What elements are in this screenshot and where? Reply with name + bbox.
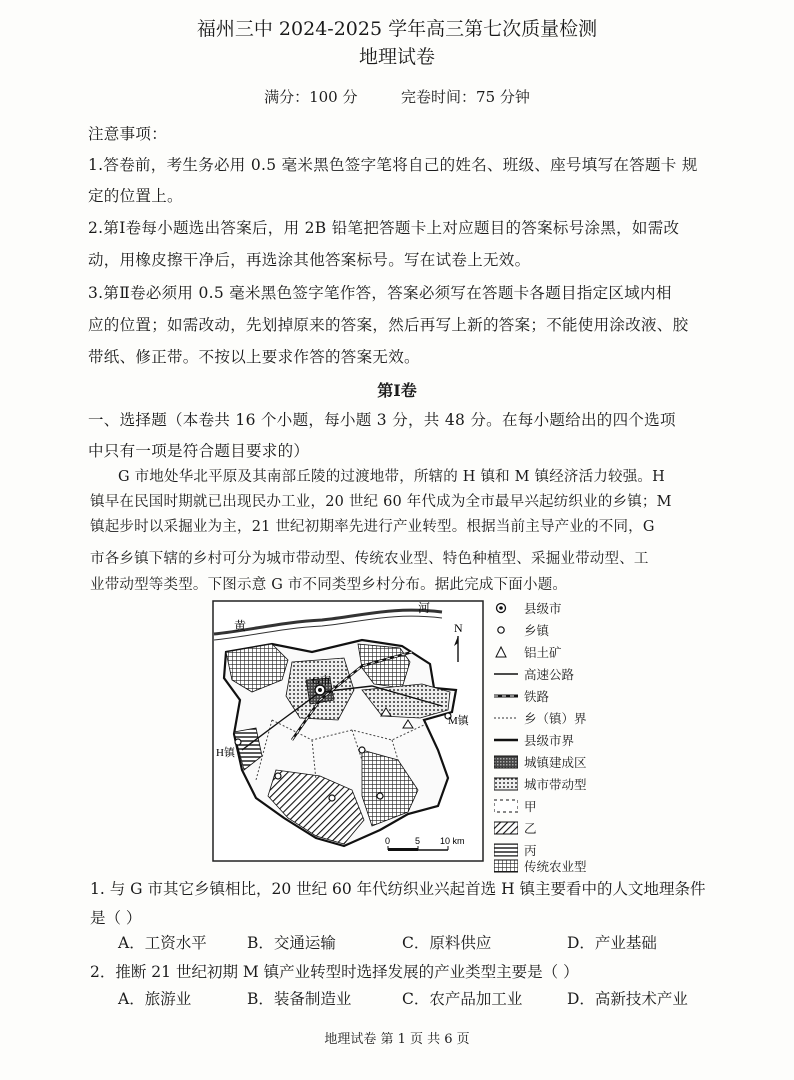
legend-label: 甲 bbox=[524, 799, 537, 814]
passage-line: 业带动型等类型。下图示意 G 市不同类型乡村分布。据此完成下面小题。 bbox=[90, 577, 568, 593]
legend-item bbox=[494, 619, 549, 641]
passage-line: 镇早在民国时期就已出现民办工业，20 世纪 60 年代成为全市最早兴起纺织业的乡镇；M bbox=[90, 494, 672, 510]
score-time-line bbox=[0, 86, 794, 107]
legend-label: 城镇建成区 bbox=[524, 755, 587, 770]
village-type-map bbox=[212, 600, 484, 862]
note-line: 动，用橡皮擦干净后，再选涂其他答案标号。写在试卷上无效。 bbox=[88, 251, 531, 269]
note-line: 1.答卷前，考生务必用 0.5 毫米黑色签字笔将自己的姓名、班级、座号填写在答题卡 规 bbox=[88, 156, 698, 174]
legend-item bbox=[494, 855, 587, 877]
legend-item bbox=[494, 685, 549, 707]
scale-label: 10 km bbox=[440, 836, 465, 846]
type-b-icon bbox=[494, 821, 518, 835]
legend-item bbox=[494, 795, 537, 817]
traditional-icon bbox=[494, 859, 518, 873]
note-line: 带纸、修正带。不按以上要求作答的答案无效。 bbox=[88, 348, 420, 366]
passage-line: G 市地处华北平原及其南部丘陵的过渡地带，所辖的 H 镇和 M 镇经济活力较强。H bbox=[118, 469, 665, 485]
river-label: 黄 bbox=[234, 619, 247, 633]
q2-option-c[interactable]: C．农产品加工业 bbox=[402, 990, 523, 1008]
q2-option-a[interactable]: A．旅游业 bbox=[118, 990, 192, 1008]
legend-label: 乡（镇）界 bbox=[524, 711, 587, 726]
notes-heading: 注意事项： bbox=[88, 125, 168, 143]
legend-label: 乡镇 bbox=[524, 623, 550, 638]
type-a-icon bbox=[494, 799, 518, 813]
full-score: 满分：100 分 bbox=[264, 88, 358, 106]
q1-option-d[interactable]: D．产业基础 bbox=[567, 934, 657, 952]
town-border-icon bbox=[494, 711, 518, 725]
north-arrow-label: N bbox=[454, 621, 463, 635]
passage-line: 镇起步时以采掘业为主，21 世纪初期率先进行产业转型。根据当前主导产业的不同，G bbox=[90, 519, 655, 535]
legend-item bbox=[494, 817, 537, 839]
town-circle-icon bbox=[494, 623, 518, 637]
town-h-marker bbox=[235, 739, 241, 745]
town-marker bbox=[275, 773, 281, 779]
legend-item bbox=[494, 729, 574, 751]
legend-label: 铁路 bbox=[524, 689, 550, 704]
legend-item bbox=[494, 773, 587, 795]
exam-subject: 地理试卷 bbox=[358, 46, 435, 68]
legend-label: 高速公路 bbox=[524, 667, 575, 682]
city-border-icon bbox=[494, 733, 518, 747]
q2-option-b[interactable]: B．装备制造业 bbox=[247, 990, 352, 1008]
note-line: 3.第Ⅱ卷必须用 0.5 毫米黑色签字笔作答，答案必须写在答题卡各题目指定区域内相 bbox=[88, 284, 672, 302]
legend-label: 乙 bbox=[524, 821, 537, 836]
legend-label: 铝土矿 bbox=[524, 645, 562, 660]
town-h-label: H镇 bbox=[216, 747, 235, 759]
town-m-label: M镇 bbox=[448, 715, 469, 727]
scale-label: 5 bbox=[415, 836, 421, 846]
city-dot-icon bbox=[494, 601, 518, 615]
part-instruction-line: 中只有一项是符合题目要求的） bbox=[88, 442, 310, 460]
urban-driven-icon bbox=[494, 777, 518, 791]
exam-title: 福州三中 2024-2025 学年高三第七次质量检测 bbox=[196, 18, 598, 40]
highway-icon bbox=[494, 667, 518, 681]
town-marker bbox=[329, 795, 335, 801]
legend-item bbox=[494, 707, 587, 729]
part-instruction-line: 一、选择题（本卷共 16 个小题，每小题 3 分，共 48 分。在每小题给出的四个选项 bbox=[88, 411, 676, 429]
town-marker bbox=[377, 793, 383, 799]
exam-duration: 完卷时间：75 分钟 bbox=[401, 88, 530, 106]
legend-label: 城市带动型 bbox=[524, 777, 587, 792]
legend-item bbox=[494, 663, 574, 685]
city-label: G市 bbox=[312, 675, 331, 687]
part-instructions bbox=[88, 408, 676, 430]
question-1-stem: 1. 与 G 市其它乡镇相比，20 世纪 60 年代纺织业兴起首选 H 镇主要看中的人文地理条件 bbox=[90, 880, 706, 898]
railway-icon bbox=[494, 689, 518, 703]
note-line: 应的位置；如需改动，先划掉原来的答案，然后再写上新的答案；不能使用涂改液、胶 bbox=[88, 316, 689, 334]
q1-option-a[interactable]: A．工资水平 bbox=[118, 934, 207, 952]
passage-line: 市各乡镇下辖的乡村可分为城市带动型、传统农业型、特色种植型、采掘业带动型、工 bbox=[90, 551, 649, 567]
builtup-icon bbox=[494, 755, 518, 769]
question-2-stem: 2．推断 21 世纪初期 M 镇产业转型时选择发展的产业类型主要是（ ） bbox=[90, 963, 579, 981]
mine-triangle-icon bbox=[494, 645, 518, 659]
legend-item bbox=[494, 597, 562, 619]
legend-label: 县级市界 bbox=[524, 733, 575, 748]
legend-label: 丙 bbox=[524, 843, 537, 858]
q1-option-c[interactable]: C．原料供应 bbox=[402, 934, 492, 952]
legend-item bbox=[494, 751, 587, 773]
note-line: 2.第Ⅰ卷每小题选出答案后，用 2B 铅笔把答题卡上对应题目的答案标号涂黑，如需改 bbox=[88, 219, 680, 237]
note-line: 定的位置上。 bbox=[88, 187, 183, 205]
q2-option-d[interactable]: D．高新技术产业 bbox=[567, 990, 688, 1008]
section-title: 第Ⅰ卷 bbox=[377, 381, 417, 400]
town-marker bbox=[359, 747, 365, 753]
scale-label: 0 bbox=[385, 836, 391, 846]
legend-label: 县级市 bbox=[524, 601, 562, 616]
page-footer: 地理试卷 第 1 页 共 6 页 bbox=[324, 1032, 470, 1047]
legend-label: 传统农业型 bbox=[524, 859, 587, 874]
river-label: 河 bbox=[418, 601, 431, 615]
q1-option-b[interactable]: B．交通运输 bbox=[247, 934, 336, 952]
question-1-stem-cont: 是（ ） bbox=[90, 909, 142, 927]
legend-item bbox=[494, 641, 562, 663]
